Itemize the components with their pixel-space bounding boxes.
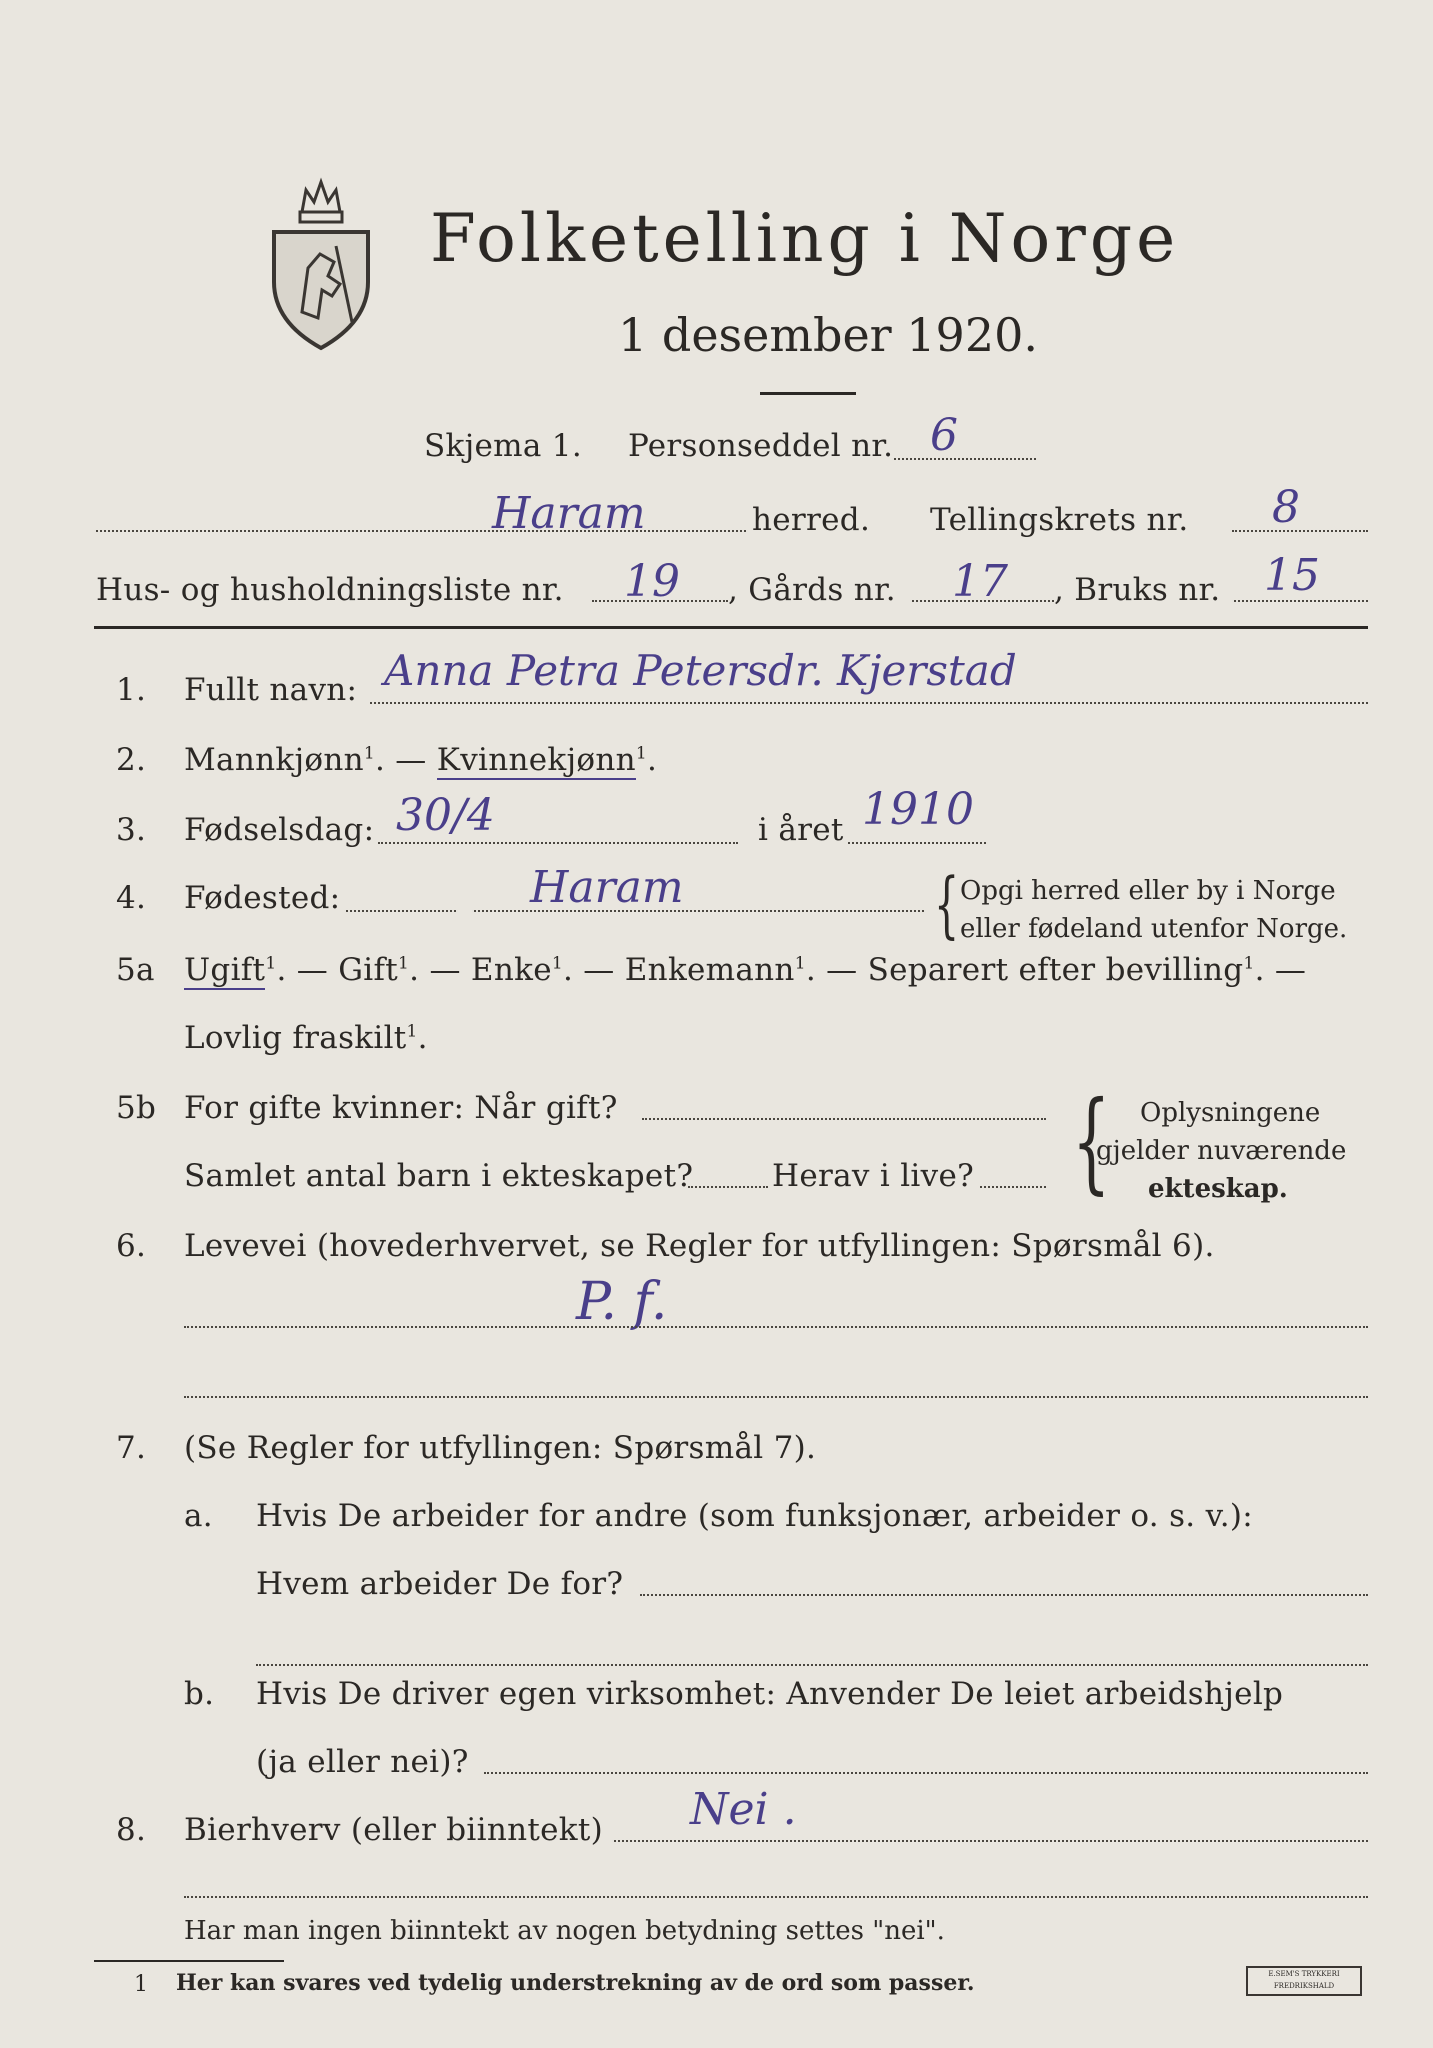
personseddel-label: Personseddel nr.	[628, 428, 894, 464]
tellingskrets-value: 8	[1272, 482, 1300, 533]
q7-number: 7.	[116, 1430, 147, 1466]
q4-label: Fødested:	[184, 880, 341, 916]
q5b-brace: {	[1072, 1077, 1111, 1205]
q1-field-line	[370, 702, 1368, 704]
bruks-label: , Bruks nr.	[1054, 572, 1221, 608]
q5b-note-line3: ekteskap.	[1148, 1174, 1288, 1204]
q5a-option-ugift: Ugift	[184, 952, 266, 988]
q2-number: 2.	[116, 742, 147, 778]
q5a-option-gift: Gift	[338, 952, 399, 988]
coat-of-arms-icon	[262, 172, 380, 352]
q3-birthday-value: 30/4	[396, 790, 495, 841]
q1-full-name-value: Anna Petra Petersdr. Kjerstad	[384, 646, 1017, 695]
q7a-field-line-2	[256, 1664, 1368, 1666]
herred-value: Haram	[492, 488, 646, 539]
q6-occupation-value: P. f.	[576, 1272, 668, 1332]
hus-value: 19	[624, 556, 680, 607]
q7b-letter: b.	[184, 1676, 215, 1712]
personseddel-field-line	[894, 458, 1036, 460]
q5a-option-enkemann: Enkemann	[624, 952, 795, 988]
q6-number: 6.	[116, 1228, 147, 1264]
q5a-number: 5a	[116, 952, 155, 988]
q5a-option-separert: Separert efter bevilling	[867, 952, 1244, 988]
q5b-line2a: Samlet antal barn i ekteskapet?	[184, 1158, 694, 1194]
q2-male: Mannkjønn	[184, 742, 364, 778]
q5b-line1: For gifte kvinner: Når gift?	[184, 1090, 618, 1126]
footnote-mark: 1	[134, 1972, 148, 1997]
q4-note-line2: eller fødeland utenfor Norge.	[960, 914, 1348, 944]
q3-label: Fødselsdag:	[184, 812, 375, 848]
q3-year-value: 1910	[862, 784, 974, 835]
q1-label: Fullt navn:	[184, 672, 358, 708]
q7a-letter: a.	[184, 1498, 213, 1534]
page-title: Folketelling i Norge	[430, 200, 1180, 277]
q5b-married-field-line	[642, 1118, 1046, 1120]
q7b-line1: Hvis De driver egen virksomhet: Anvender De leiet arbeidshjelp	[256, 1676, 1284, 1712]
q7a-line1: Hvis De arbeider for andre (som funksjonær, arbeider o. s. v.):	[256, 1498, 1254, 1534]
q6-label: Levevei (hovederhvervet, se Regler for utfyllingen: Spørsmål 6).	[184, 1228, 1215, 1264]
q8-number: 8.	[116, 1812, 147, 1848]
q5a-option-fraskilt-line: Lovlig fraskilt$^1$.	[184, 1020, 428, 1056]
title-divider	[760, 392, 856, 395]
q5b-note-line2: gjelder nuværende	[1096, 1136, 1347, 1166]
q7a-line2: Hvem arbeider De for?	[256, 1566, 624, 1602]
skjema-label: Skjema 1.	[424, 428, 582, 464]
q7b-field-line	[484, 1772, 1368, 1774]
footnote-rule	[94, 1960, 284, 1962]
herred-label: herred.	[752, 502, 871, 538]
q5b-alive-field-line	[980, 1186, 1046, 1188]
q4-field-line-a	[346, 910, 456, 912]
printer-stamp: E.SEM'S TRYKKERI FREDRIKSHALD	[1246, 1966, 1362, 1996]
q3-year-label: i året	[758, 812, 844, 848]
q5b-line2b: Herav i live?	[772, 1158, 975, 1194]
q6-field-line-1	[184, 1326, 1368, 1328]
q7-label: (Se Regler for utfyllingen: Spørsmål 7).	[184, 1430, 817, 1466]
q4-birthplace-value: Haram	[530, 862, 684, 913]
q4-brace: {	[934, 862, 960, 946]
q2-sex-options: Mannkjønn$^1$. — Kvinnekjønn$^1$.	[184, 742, 658, 778]
footer-note: Har man ingen biinntekt av nogen betydning settes "nei".	[184, 1916, 945, 1946]
hus-label: Hus- og husholdningsliste nr.	[96, 572, 564, 608]
q5a-option-enke: Enke	[470, 952, 552, 988]
q8-label: Bierhverv (eller biinntekt)	[184, 1812, 604, 1848]
gards-value: 17	[952, 556, 1008, 607]
q5a-marital-options: Ugift$^1$. — Gift$^1$. — Enke$^1$. — Enkemann$^1$. — Separert efter bevilling$^1$. —	[184, 952, 1307, 988]
tellingskrets-field-line	[1232, 530, 1368, 532]
gards-label: , Gårds nr.	[728, 572, 896, 608]
q7b-line2: (ja eller nei)?	[256, 1744, 469, 1780]
q3-birthday-field-line	[378, 842, 738, 844]
q5b-note-line1: Oplysningene	[1140, 1098, 1321, 1128]
herred-field-line	[96, 530, 746, 532]
q1-number: 1.	[116, 672, 147, 708]
q3-year-field-line	[848, 842, 986, 844]
q5b-children-field-line	[688, 1186, 768, 1188]
q4-number: 4.	[116, 880, 147, 916]
bruks-value: 15	[1264, 550, 1320, 601]
q6-field-line-2	[184, 1396, 1368, 1398]
q4-note-line1: Opgi herred eller by i Norge	[960, 876, 1336, 906]
q7a-field-line-1	[640, 1594, 1368, 1596]
q2-female: Kvinnekjønn	[436, 742, 636, 778]
q8-field-line-2	[184, 1896, 1368, 1898]
header-rule	[94, 626, 1368, 629]
q8-side-income-value: Nei .	[690, 1784, 797, 1835]
q5b-number: 5b	[116, 1090, 157, 1126]
personseddel-value: 6	[930, 410, 958, 461]
q8-field-line-1	[614, 1840, 1368, 1842]
census-date: 1 desember 1920.	[618, 308, 1038, 362]
q5a-option-fraskilt: Lovlig fraskilt	[184, 1020, 407, 1056]
q3-number: 3.	[116, 812, 147, 848]
tellingskrets-label: Tellingskrets nr.	[930, 502, 1189, 538]
footnote-text: Her kan svares ved tydelig understrekning av de ord som passer.	[176, 1970, 975, 1996]
